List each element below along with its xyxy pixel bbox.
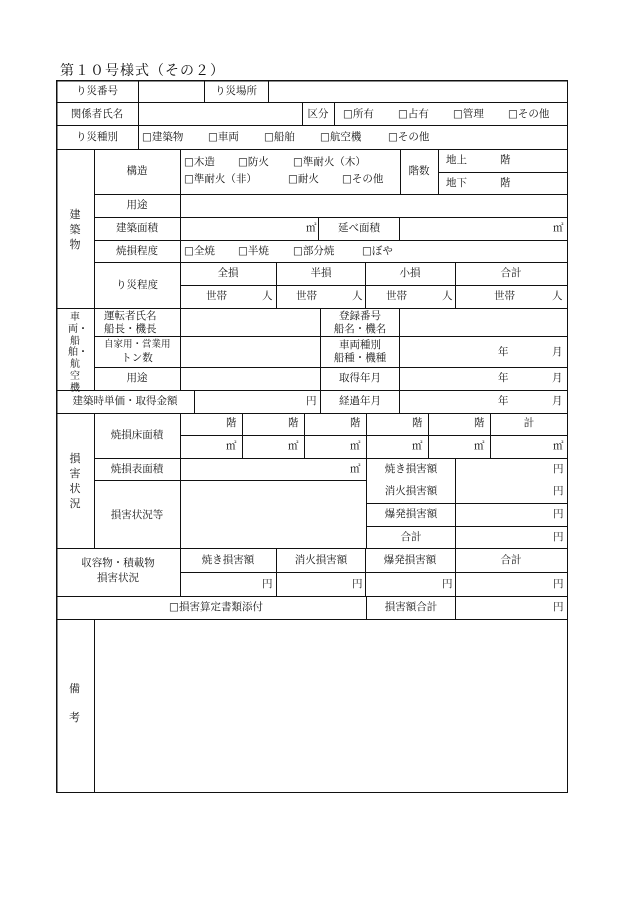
total-loss-header: 全損 [217, 267, 239, 279]
valuation-label: 建築時単価・取得金額 [72, 395, 178, 407]
kubun-label: 区分 [307, 108, 329, 120]
household-unit-2: 世帯 [296, 290, 317, 302]
checkbox-fireproof[interactable]: □防火 [238, 156, 269, 168]
sqm-col-total: ㎡ [553, 440, 564, 452]
yen-unit-burn: 円 [553, 463, 564, 475]
yen-unit-explosion: 円 [553, 508, 564, 520]
small-loss-header: 小損 [399, 267, 421, 279]
vessel-name-label: 船名・機名 [333, 323, 387, 335]
checkbox-vehicle[interactable]: □車両 [208, 131, 239, 143]
extinguish-damage-label: 消火損害額 [384, 485, 438, 497]
remarks-char-2: 考 [69, 711, 80, 724]
checkbox-wooden[interactable]: □木造 [184, 156, 215, 168]
floor-col-5: 階 [474, 417, 485, 429]
burned-surface-area-label: 焼損表面積 [110, 463, 164, 475]
checkbox-small-fire[interactable]: □ぼや [362, 245, 393, 257]
vehicle-type-label: 車両種別 [339, 339, 381, 351]
sqm-col-2: ㎡ [288, 440, 299, 452]
remarks-field[interactable] [95, 620, 567, 792]
floor-total-header: 計 [523, 417, 535, 429]
damage-section-label: 損害状況 [69, 452, 81, 510]
acquired-date-label: 取得年月 [339, 372, 381, 384]
damage-total-header: 合計 [500, 267, 522, 279]
checkbox-management[interactable]: □管理 [453, 108, 484, 120]
checkbox-fire-resistant[interactable]: □耐火 [288, 173, 319, 185]
above-ground-label: 地上 [446, 154, 467, 166]
burned-floor-area-label: 焼損床面積 [110, 429, 164, 441]
yen-unit-extinguish: 円 [553, 485, 564, 497]
contents-burn-header: 焼き損害額 [201, 554, 255, 566]
checkbox-occupancy[interactable]: □占有 [398, 108, 429, 120]
checkbox-other-relation[interactable]: □その他 [508, 108, 550, 120]
contents-label: 収容物・積載物 [81, 557, 155, 569]
contents-status-label: 損害状況 [97, 572, 139, 584]
driver-name-label: 運転者氏名 [104, 310, 157, 322]
year-unit-2: 年 [498, 372, 509, 384]
yen-unit-total-damage: 円 [553, 601, 564, 613]
sqm-col-1: ㎡ [226, 440, 237, 452]
checkbox-partial-burn[interactable]: □部分焼 [293, 245, 335, 257]
persons-label: 関係者氏名 [70, 108, 124, 120]
damage-sum-label: 合計 [400, 531, 422, 543]
checkbox-ship[interactable]: □船舶 [264, 131, 295, 143]
contents-explosion-header: 爆発損害額 [383, 554, 437, 566]
disaster-number-label: り災番号 [76, 85, 118, 97]
form-title: 第１０号様式（その２） [60, 63, 225, 79]
captain-label: 船長・機長 [104, 323, 157, 335]
floor-col-1: 階 [226, 417, 237, 429]
damage-report-form [56, 80, 568, 793]
yen-contents-1: 円 [262, 578, 273, 590]
building-section-label: 建築物 [69, 208, 81, 251]
tonnage-label: トン数 [121, 352, 153, 364]
yen-unit-valuation: 円 [306, 395, 317, 407]
registration-number-label: 登録番号 [339, 310, 381, 322]
vessel-type-label: 船種・機種 [333, 352, 387, 364]
elapsed-label: 経過年月 [339, 395, 381, 407]
checkbox-semi-fire-resistant-non[interactable]: □準耐火（非） [184, 173, 257, 185]
half-loss-header: 半損 [310, 267, 332, 279]
month-unit-3: 月 [552, 395, 563, 407]
checkbox-half-burn[interactable]: □半焼 [238, 245, 269, 257]
checkbox-building[interactable]: □建築物 [142, 131, 184, 143]
sqm-unit-surface: ㎡ [350, 463, 361, 475]
household-unit-1: 世帯 [206, 290, 227, 302]
yen-unit-sum: 円 [553, 531, 564, 543]
yen-contents-2: 円 [352, 578, 363, 590]
household-unit-3: 世帯 [386, 290, 407, 302]
person-unit-1: 人 [262, 290, 273, 302]
vehicle-section-label: 車両・船舶・航空機 [68, 312, 88, 394]
floor-col-3: 階 [350, 417, 361, 429]
checkbox-semi-fire-resistant-wood[interactable]: □準耐火（木） [293, 156, 366, 168]
total-damage-label: 損害額合計 [384, 601, 438, 613]
person-unit-4: 人 [552, 290, 563, 302]
checkbox-other-structure[interactable]: □その他 [342, 173, 384, 185]
person-unit-2: 人 [352, 290, 363, 302]
sqm-unit-building: ㎡ [306, 222, 317, 234]
sqm-col-4: ㎡ [412, 440, 423, 452]
damage-status-label: 損害状況等 [110, 509, 164, 521]
structure-label: 構造 [126, 165, 148, 177]
floor-unit-above: 階 [500, 154, 511, 166]
checkbox-ownership[interactable]: □所有 [343, 108, 374, 120]
contents-extinguish-header: 消火損害額 [294, 554, 348, 566]
checkbox-other-type[interactable]: □その他 [388, 131, 430, 143]
sqm-col-3: ㎡ [350, 440, 361, 452]
use-label: 用途 [126, 199, 148, 211]
year-unit-3: 年 [498, 395, 509, 407]
total-floor-area-label: 延べ面積 [338, 222, 380, 234]
usage-type-label: 自家用・営業用 [104, 339, 171, 350]
below-ground-label: 地下 [446, 177, 467, 189]
disaster-place-label: り災場所 [215, 85, 257, 97]
floor-unit-below: 階 [500, 177, 511, 189]
sqm-col-5: ㎡ [474, 440, 485, 452]
checkbox-aircraft[interactable]: □航空機 [320, 131, 362, 143]
sqm-unit-total: ㎡ [553, 222, 564, 234]
building-area-label: 建築面積 [116, 222, 158, 234]
yen-contents-4: 円 [553, 578, 564, 590]
person-unit-3: 人 [442, 290, 453, 302]
floor-col-4: 階 [412, 417, 423, 429]
vehicle-use-label: 用途 [126, 372, 148, 384]
burn-degree-label: 焼損程度 [116, 245, 158, 257]
floors-label: 階数 [408, 165, 430, 177]
damage-degree-label: り災程度 [116, 279, 158, 291]
remarks-char-1: 備 [69, 682, 80, 695]
month-unit-1: 月 [552, 346, 563, 358]
year-unit-1: 年 [498, 346, 509, 358]
yen-contents-3: 円 [442, 578, 453, 590]
month-unit-2: 月 [552, 372, 563, 384]
contents-total-header: 合計 [500, 554, 522, 566]
household-unit-4: 世帯 [494, 290, 515, 302]
checkbox-attachment[interactable]: □損害算定書類添付 [169, 601, 263, 613]
floor-col-2: 階 [288, 417, 299, 429]
burn-damage-label: 焼き損害額 [384, 463, 438, 475]
explosion-damage-label: 爆発損害額 [384, 508, 438, 520]
checkbox-total-burn[interactable]: □全焼 [184, 245, 215, 257]
disaster-type-label: り災種別 [76, 131, 118, 143]
